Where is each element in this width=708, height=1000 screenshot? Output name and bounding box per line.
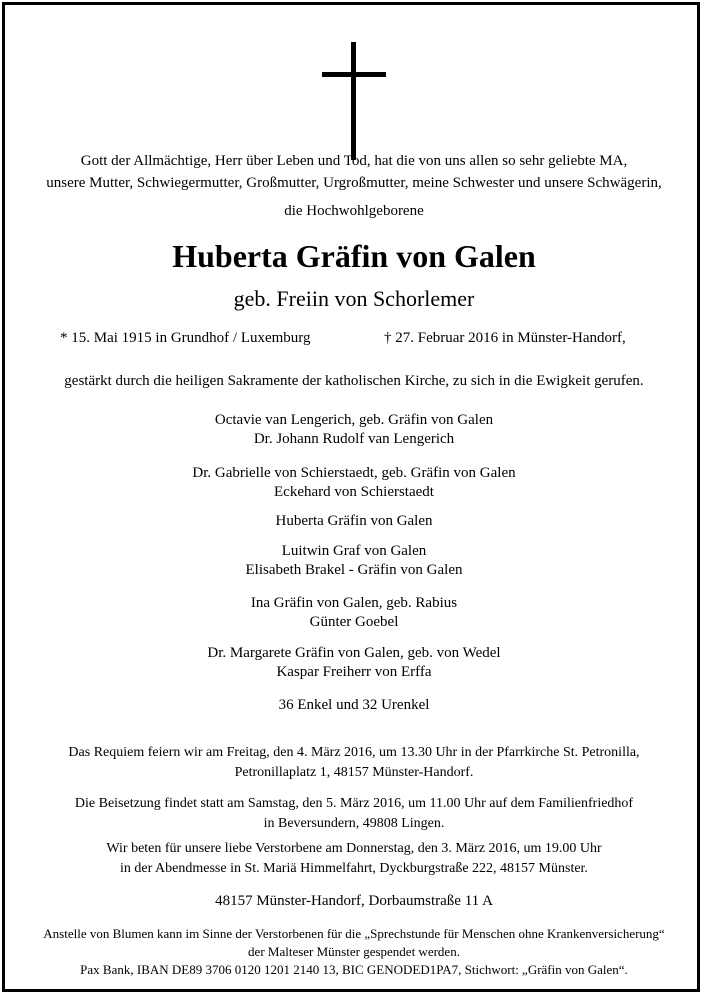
mourner: Octavie van Lengerich, geb. Gräfin von Galen xyxy=(214,412,494,428)
family-address: 48157 Münster-Handorf, Dorbaumstraße 11 A xyxy=(215,893,493,909)
mourner: Luitwin Graf von Galen xyxy=(281,543,427,559)
mourner: Dr. Johann Rudolf van Lengerich xyxy=(253,431,455,447)
mourner: Günter Goebel xyxy=(309,614,399,630)
intro-line: unsere Mutter, Schwiegermutter, Großmutter, Urgroßmutter, meine Schwester und unsere Schwägerin, xyxy=(46,175,662,191)
requiem-line: Petronillaplatz 1, 48157 Münster-Handorf. xyxy=(234,765,474,780)
donation-line: Anstelle von Blumen kann im Sinne der Verstorbenen für die „Sprechstunde für Menschen ohne Krankenversicherung“ xyxy=(43,926,665,941)
mourner: Eckehard von Schierstaedt xyxy=(274,484,434,500)
cross-icon xyxy=(322,42,386,160)
death-date: † 27. Februar 2016 in Münster-Handorf, xyxy=(384,330,626,346)
birth-name: geb. Freiin von Schorlemer xyxy=(233,286,475,311)
mourner: Huberta Gräfin von Galen xyxy=(275,513,433,529)
mourner: Kaspar Freiherr von Erffa xyxy=(276,664,432,680)
mourner: Ina Gräfin von Galen, geb. Rabius xyxy=(250,595,458,611)
requiem-line: Das Requiem feiern wir am Freitag, den 4. März 2016, um 13.30 Uhr in der Pfarrkirche St. Petronilla, xyxy=(68,745,640,760)
burial-line: Die Beisetzung findet statt am Samstag, den 5. März 2016, um 11.00 Uhr auf dem Familienfriedhof xyxy=(74,796,634,811)
prayer-line: in der Abendmesse in St. Mariä Himmelfahrt, Dyckburgstraße 222, 48157 Münster. xyxy=(120,861,588,876)
sacrament-line: gestärkt durch die heiligen Sakramente der katholischen Kirche, zu sich in die Ewigkeit gerufen. xyxy=(64,373,644,389)
birth-date: * 15. Mai 1915 in Grundhof / Luxemburg xyxy=(60,330,311,346)
intro-line: Gott der Allmächtige, Herr über Leben und Tod, hat die von uns allen so sehr geliebte MA, xyxy=(80,153,628,169)
deceased-name: Huberta Gräfin von Galen xyxy=(172,238,536,274)
grandchildren-line: 36 Enkel und 32 Urenkel xyxy=(278,697,430,713)
mourner: Dr. Margarete Gräfin von Galen, geb. von Wedel xyxy=(207,645,501,661)
intro-line: die Hochwohlgeborene xyxy=(284,203,424,219)
mourner: Dr. Gabrielle von Schierstaedt, geb. Gräfin von Galen xyxy=(192,465,516,481)
bank-details: Pax Bank, IBAN DE89 3706 0120 1201 2140 13, BIC GENODED1PA7, Stichwort: „Gräfin von Galen“. xyxy=(80,962,628,977)
burial-line: in Beversundern, 49808 Lingen. xyxy=(263,816,445,831)
donation-line: der Malteser Münster gespendet werden. xyxy=(248,944,460,959)
prayer-line: Wir beten für unsere liebe Verstorbene am Donnerstag, den 3. März 2016, um 19.00 Uhr xyxy=(106,841,602,856)
mourner: Elisabeth Brakel - Gräfin von Galen xyxy=(245,562,463,578)
